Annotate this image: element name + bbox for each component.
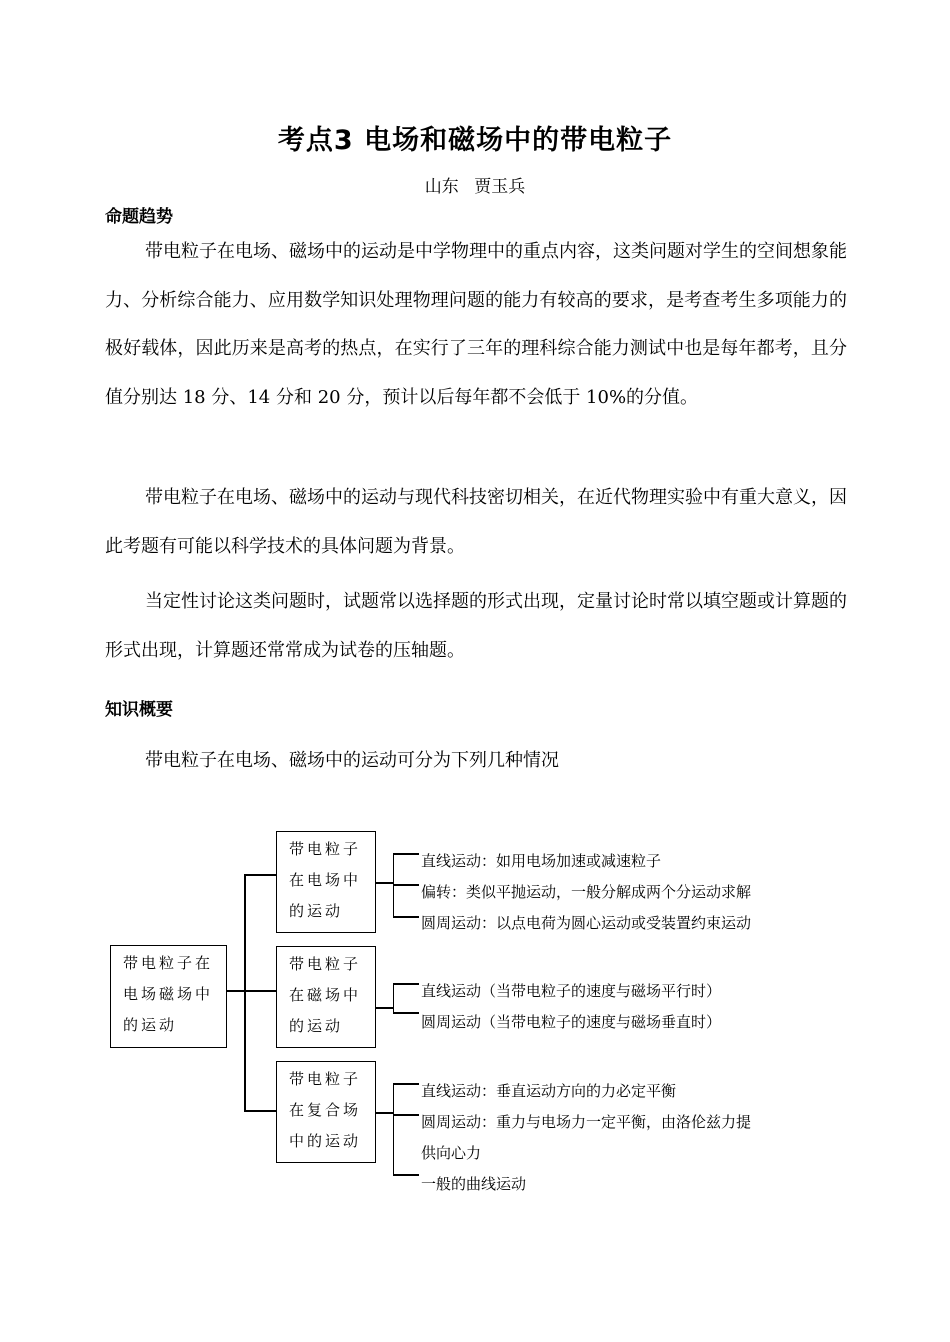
paragraph-2: 带电粒子在电场、磁场中的运动与现代科技密切相关，在近代物理实验中有重大意义，因此考题有可能以科学技术的具体问题为背景。: [105, 487, 847, 557]
diagram-trunk: [244, 874, 246, 1111]
section-heading-trend: 命题趋势: [105, 207, 173, 227]
diagram-root-box: 带电粒子在电场磁场中的运动: [110, 945, 227, 1048]
diagram-item: 圆周运动：以点电荷为圆心运动或受装置约束运动: [421, 914, 752, 932]
diagram-item: 直线运动：如用电场加速或减速粒子: [421, 852, 662, 870]
diagram-item: 直线运动（当带电粒子的速度与磁场平行时）: [421, 982, 722, 1000]
diagram-root-connector: [227, 990, 245, 992]
diagram-item: 一般的曲线运动: [421, 1175, 527, 1193]
diagram-branch-electric: 带电粒子在电场中的运动: [276, 831, 376, 933]
diagram-bracket-connector-1: [376, 882, 394, 884]
diagram-branch-magnetic: 带电粒子在磁场中的运动: [276, 946, 376, 1048]
section-heading-overview: 知识概要: [105, 700, 173, 720]
paragraph-3: 当定性讨论这类问题时，试题常以选择题的形式出现，定量讨论时常以填空题或计算题的形式出现，计算题还常常成为试卷的压轴题。: [105, 591, 847, 661]
diagram-item: 直线运动：垂直运动方向的力必定平衡: [421, 1082, 677, 1100]
diagram-bracket-connector-2: [376, 1007, 394, 1009]
diagram-branch-connector-3: [244, 1110, 276, 1112]
diagram-item: 圆周运动（当带电粒子的速度与磁场垂直时）: [421, 1013, 722, 1031]
diagram-item: 供向心力: [421, 1144, 482, 1162]
author: 山东 贾玉兵: [424, 177, 526, 197]
diagram-branch-connector-2: [244, 990, 276, 992]
paragraph-1: 带电粒子在电场、磁场中的运动是中学物理中的重点内容，这类问题对学生的空间想象能力、分析综合能力、应用数学知识处理物理问题的能力有较高的要求，是考查考生多项能力的极好载体，因此历来是高考的热点，在实行了三年的理科综合能力测试中也是每年都考，且分值分别达 18 分、14 分和 20 分，预计以后每年都不会低于 10%的分值。: [105, 241, 847, 408]
diagram-item: 偏转：类似平抛运动，一般分解成两个分运动求解: [421, 883, 752, 901]
diagram-item: 圆周运动：重力与电场力一定平衡，由洛伦兹力提: [421, 1113, 752, 1131]
diagram-bracket-connector-3: [376, 1112, 394, 1114]
diagram-branch-composite: 带电粒子在复合场中的运动: [276, 1061, 376, 1163]
page-title: 考点3 电场和磁场中的带电粒子: [277, 125, 673, 156]
diagram-bracket-3: [393, 1083, 394, 1175]
overview-intro: 带电粒子在电场、磁场中的运动可分为下列几种情况: [145, 750, 559, 771]
diagram-bracket-2: [393, 983, 394, 1013]
diagram-branch-connector-1: [244, 874, 276, 876]
